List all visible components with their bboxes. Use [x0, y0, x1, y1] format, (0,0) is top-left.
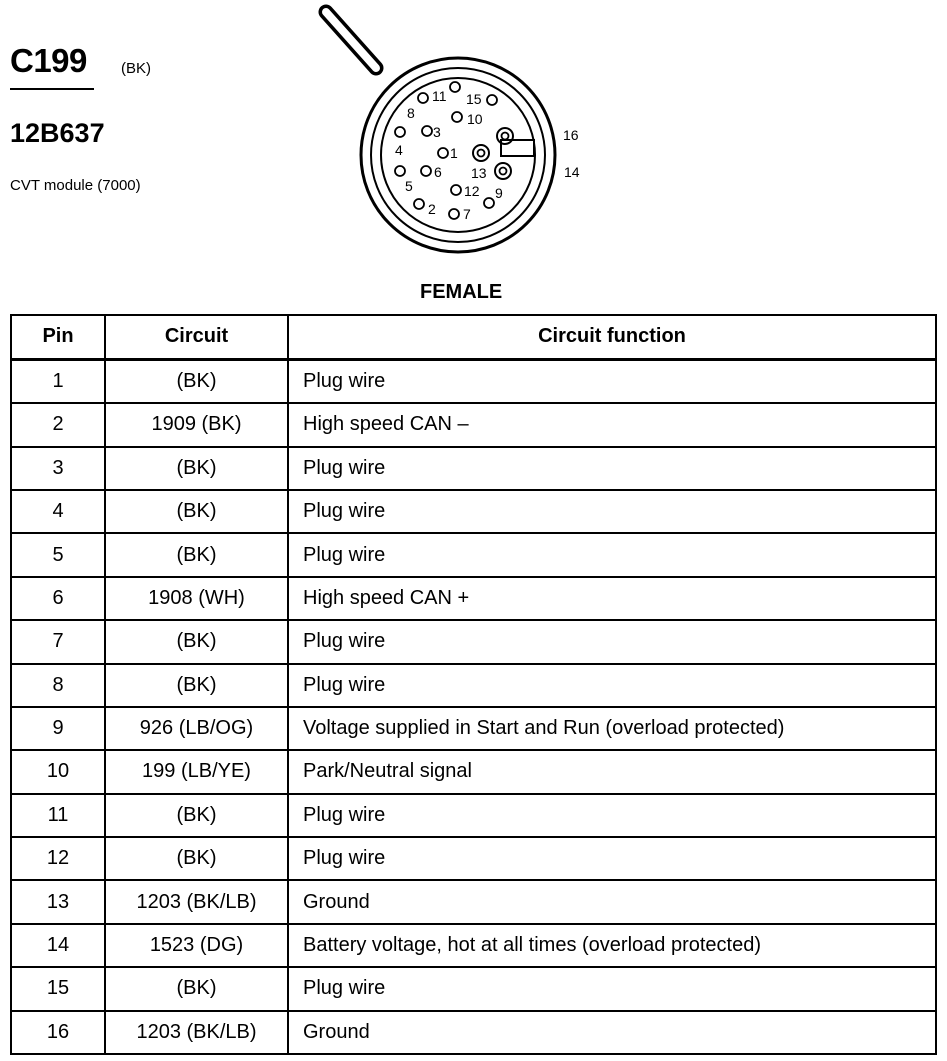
pin-cell: 8 — [11, 664, 105, 707]
pin-label-5: 5 — [405, 178, 413, 194]
circuit-cell: (BK) — [105, 359, 288, 403]
circuit-cell: 1203 (BK/LB) — [105, 1011, 288, 1055]
table-header-row — [11, 315, 936, 359]
pin-cell: 6 — [11, 577, 105, 620]
pin-label-6: 6 — [434, 164, 442, 180]
pin-cell: 12 — [11, 837, 105, 880]
table-row — [11, 880, 936, 923]
pin-cell: 10 — [11, 750, 105, 793]
header-circuit: Circuit — [105, 315, 288, 359]
pin-cell: 3 — [11, 447, 105, 490]
pin-label-4: 4 — [395, 142, 403, 158]
circuit-cell: (BK) — [105, 664, 288, 707]
pin-cell: 14 — [11, 924, 105, 967]
pin-label-8: 8 — [407, 105, 415, 121]
function-cell: High speed CAN + — [288, 577, 936, 620]
function-cell: Plug wire — [288, 490, 936, 533]
pin-label-9: 9 — [495, 185, 503, 201]
part-number: 12B637 — [10, 118, 105, 148]
function-cell: Plug wire — [288, 447, 936, 490]
function-cell: Plug wire — [288, 837, 936, 880]
function-cell: Battery voltage, hot at all times (overload protected) — [288, 924, 936, 967]
connector-id: C199 — [10, 42, 87, 79]
pin-label-10: 10 — [467, 111, 483, 127]
circuit-cell: (BK) — [105, 490, 288, 533]
circuit-cell: (BK) — [105, 533, 288, 576]
header-circuit-function: Circuit function — [288, 315, 936, 359]
pin-label-14: 14 — [564, 164, 580, 180]
function-cell: Ground — [288, 1011, 936, 1055]
function-cell: Plug wire — [288, 620, 936, 663]
connector-face-diagram — [0, 0, 947, 300]
pin-cell: 15 — [11, 967, 105, 1010]
pin-label-3: 3 — [433, 124, 441, 140]
function-cell: Plug wire — [288, 967, 936, 1010]
table-row — [11, 403, 936, 446]
table-row — [11, 359, 936, 403]
table-row — [11, 837, 936, 880]
table-row — [11, 664, 936, 707]
table-row — [11, 620, 936, 663]
circuit-cell: (BK) — [105, 794, 288, 837]
circuit-cell: 1523 (DG) — [105, 924, 288, 967]
pin-cell: 2 — [11, 403, 105, 446]
circuit-cell: 1203 (BK/LB) — [105, 880, 288, 923]
connector-gender-label: FEMALE — [420, 281, 503, 303]
pin-label-16: 16 — [563, 127, 579, 143]
table-row — [11, 707, 936, 750]
connector-key — [501, 140, 534, 156]
table-row — [11, 967, 936, 1010]
function-cell: Ground — [288, 880, 936, 923]
function-cell: Plug wire — [288, 794, 936, 837]
function-cell: Plug wire — [288, 664, 936, 707]
circuit-cell: (BK) — [105, 837, 288, 880]
pin-cell: 11 — [11, 794, 105, 837]
pin-label-1: 1 — [450, 145, 458, 161]
connector-color: (BK) — [121, 60, 151, 77]
circuit-cell: 926 (LB/OG) — [105, 707, 288, 750]
table-row — [11, 924, 936, 967]
pin-cell: 13 — [11, 880, 105, 923]
circuit-cell: 1909 (BK) — [105, 403, 288, 446]
pin-cell: 7 — [11, 620, 105, 663]
function-cell: Plug wire — [288, 359, 936, 403]
table-row — [11, 750, 936, 793]
function-cell: Plug wire — [288, 533, 936, 576]
function-cell: Voltage supplied in Start and Run (overload protected) — [288, 707, 936, 750]
pin-label-13: 13 — [471, 165, 487, 181]
header-pin: Pin — [11, 315, 105, 359]
pinout-table — [10, 314, 937, 1055]
pin-label-7: 7 — [463, 206, 471, 222]
pin-label-2: 2 — [428, 201, 436, 217]
table-row — [11, 794, 936, 837]
pin-cell: 1 — [11, 359, 105, 403]
table-row — [11, 577, 936, 620]
pin-label-15: 15 — [466, 91, 482, 107]
module-name: CVT module (7000) — [10, 177, 141, 194]
pin-cell: 9 — [11, 707, 105, 750]
circuit-cell: (BK) — [105, 620, 288, 663]
circuit-cell: (BK) — [105, 447, 288, 490]
function-cell: High speed CAN – — [288, 403, 936, 446]
circuit-cell: 199 (LB/YE) — [105, 750, 288, 793]
table-row — [11, 490, 936, 533]
pin-label-12: 12 — [464, 183, 480, 199]
table-row — [11, 1011, 936, 1055]
function-cell: Park/Neutral signal — [288, 750, 936, 793]
table-row — [11, 533, 936, 576]
table-row — [11, 447, 936, 490]
pin-cell: 16 — [11, 1011, 105, 1055]
circuit-cell: 1908 (WH) — [105, 577, 288, 620]
pin-label-11: 11 — [432, 88, 447, 104]
pin-cell: 4 — [11, 490, 105, 533]
circuit-cell: (BK) — [105, 967, 288, 1010]
pin-cell: 5 — [11, 533, 105, 576]
